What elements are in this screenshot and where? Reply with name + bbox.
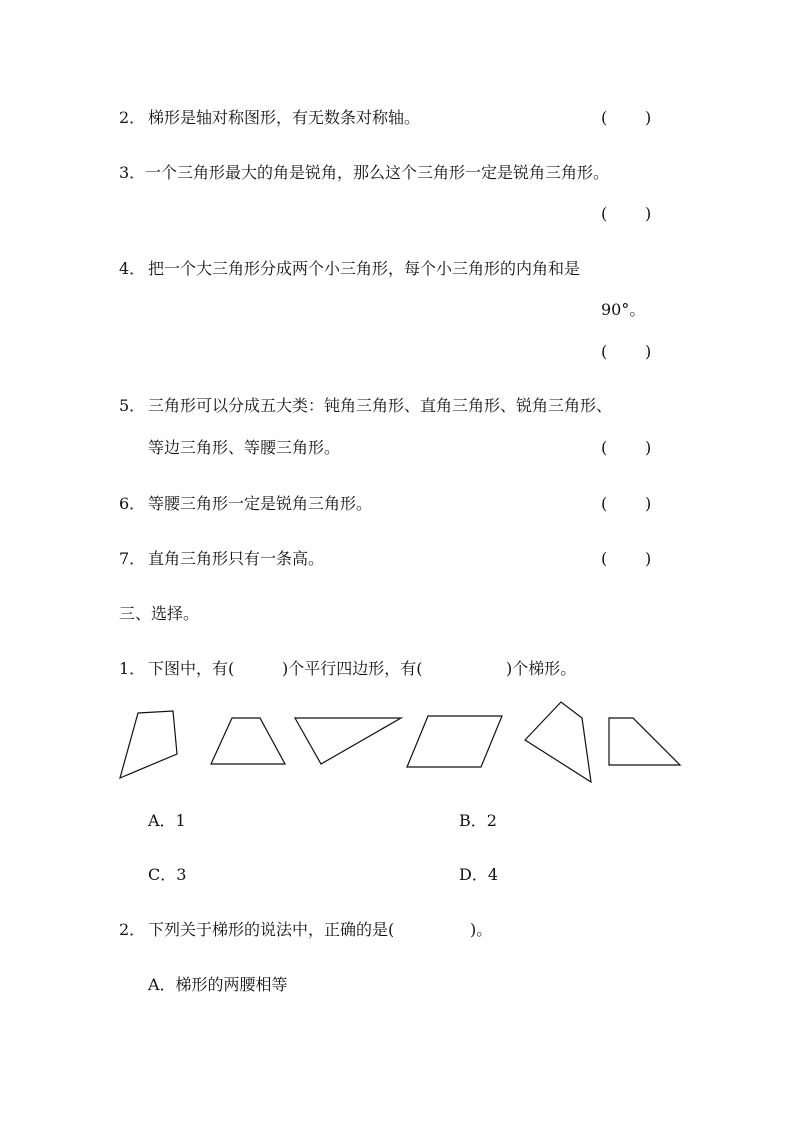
- question-text-part-c: )个梯形。: [506, 659, 577, 678]
- question-text-cont: 等边三角形、等腰三角形。: [148, 438, 341, 457]
- paren-open: (: [601, 494, 608, 513]
- quadrilateral-shape: [120, 711, 177, 778]
- kite-quadrilateral-shape: [525, 702, 591, 782]
- paren-open: (: [601, 204, 608, 223]
- paren-open: (: [601, 438, 608, 457]
- parallelogram-shape: [407, 716, 502, 767]
- question-number: 7．: [119, 549, 146, 568]
- question-number: 2．: [119, 920, 146, 939]
- question-number: 5．: [119, 396, 146, 415]
- question-text-part-a: 下图中，有(: [148, 659, 235, 678]
- question-number: 6．: [119, 494, 146, 513]
- option-a[interactable]: A．梯形的两腰相等: [148, 975, 288, 994]
- paren-close: ): [645, 342, 652, 361]
- question-number: 1．: [119, 659, 146, 678]
- question-text: 直角三角形只有一条高。: [148, 549, 325, 568]
- right-trapezoid-shape: [609, 718, 680, 765]
- option-d[interactable]: D．4: [459, 865, 499, 884]
- question-text-part-a: 下列关于梯形的说法中，正确的是(: [148, 920, 395, 939]
- question-text: 梯形是轴对称图形，有无数条对称轴。: [148, 108, 421, 127]
- question-text-part-b: )个平行四边形，有(: [282, 659, 423, 678]
- question-number: 3．: [119, 163, 146, 182]
- question-text: 三角形可以分成五大类：钝角三角形、直角三角形、锐角三角形、: [148, 396, 613, 415]
- question-text: 把一个大三角形分成两个小三角形，每个小三角形的内角和是: [148, 259, 581, 278]
- question-text-part-b: )。: [470, 920, 493, 939]
- paren-close: ): [645, 549, 652, 568]
- paren-close: ): [645, 108, 652, 127]
- question-text: 一个三角形最大的角是锐角，那么这个三角形一定是锐角三角形。: [145, 163, 610, 182]
- option-c[interactable]: C．3: [148, 865, 187, 884]
- trapezoid-shape: [211, 718, 285, 764]
- paren-close: ): [645, 438, 652, 457]
- question-number: 4．: [119, 259, 146, 278]
- shapes-figure: [115, 700, 690, 790]
- option-a[interactable]: A．1: [148, 811, 186, 830]
- obtuse-triangle-shape: [295, 718, 401, 764]
- paren-open: (: [601, 342, 608, 361]
- question-text: 等腰三角形一定是锐角三角形。: [148, 494, 373, 513]
- question-number: 2．: [119, 108, 146, 127]
- paren-open: (: [601, 108, 608, 127]
- paren-close: ): [645, 494, 652, 513]
- section-heading: 三、选择。: [119, 604, 200, 623]
- paren-close: ): [645, 204, 652, 223]
- question-text-cont: 90°。: [601, 300, 646, 319]
- paren-open: (: [601, 549, 608, 568]
- option-b[interactable]: B．2: [459, 811, 497, 830]
